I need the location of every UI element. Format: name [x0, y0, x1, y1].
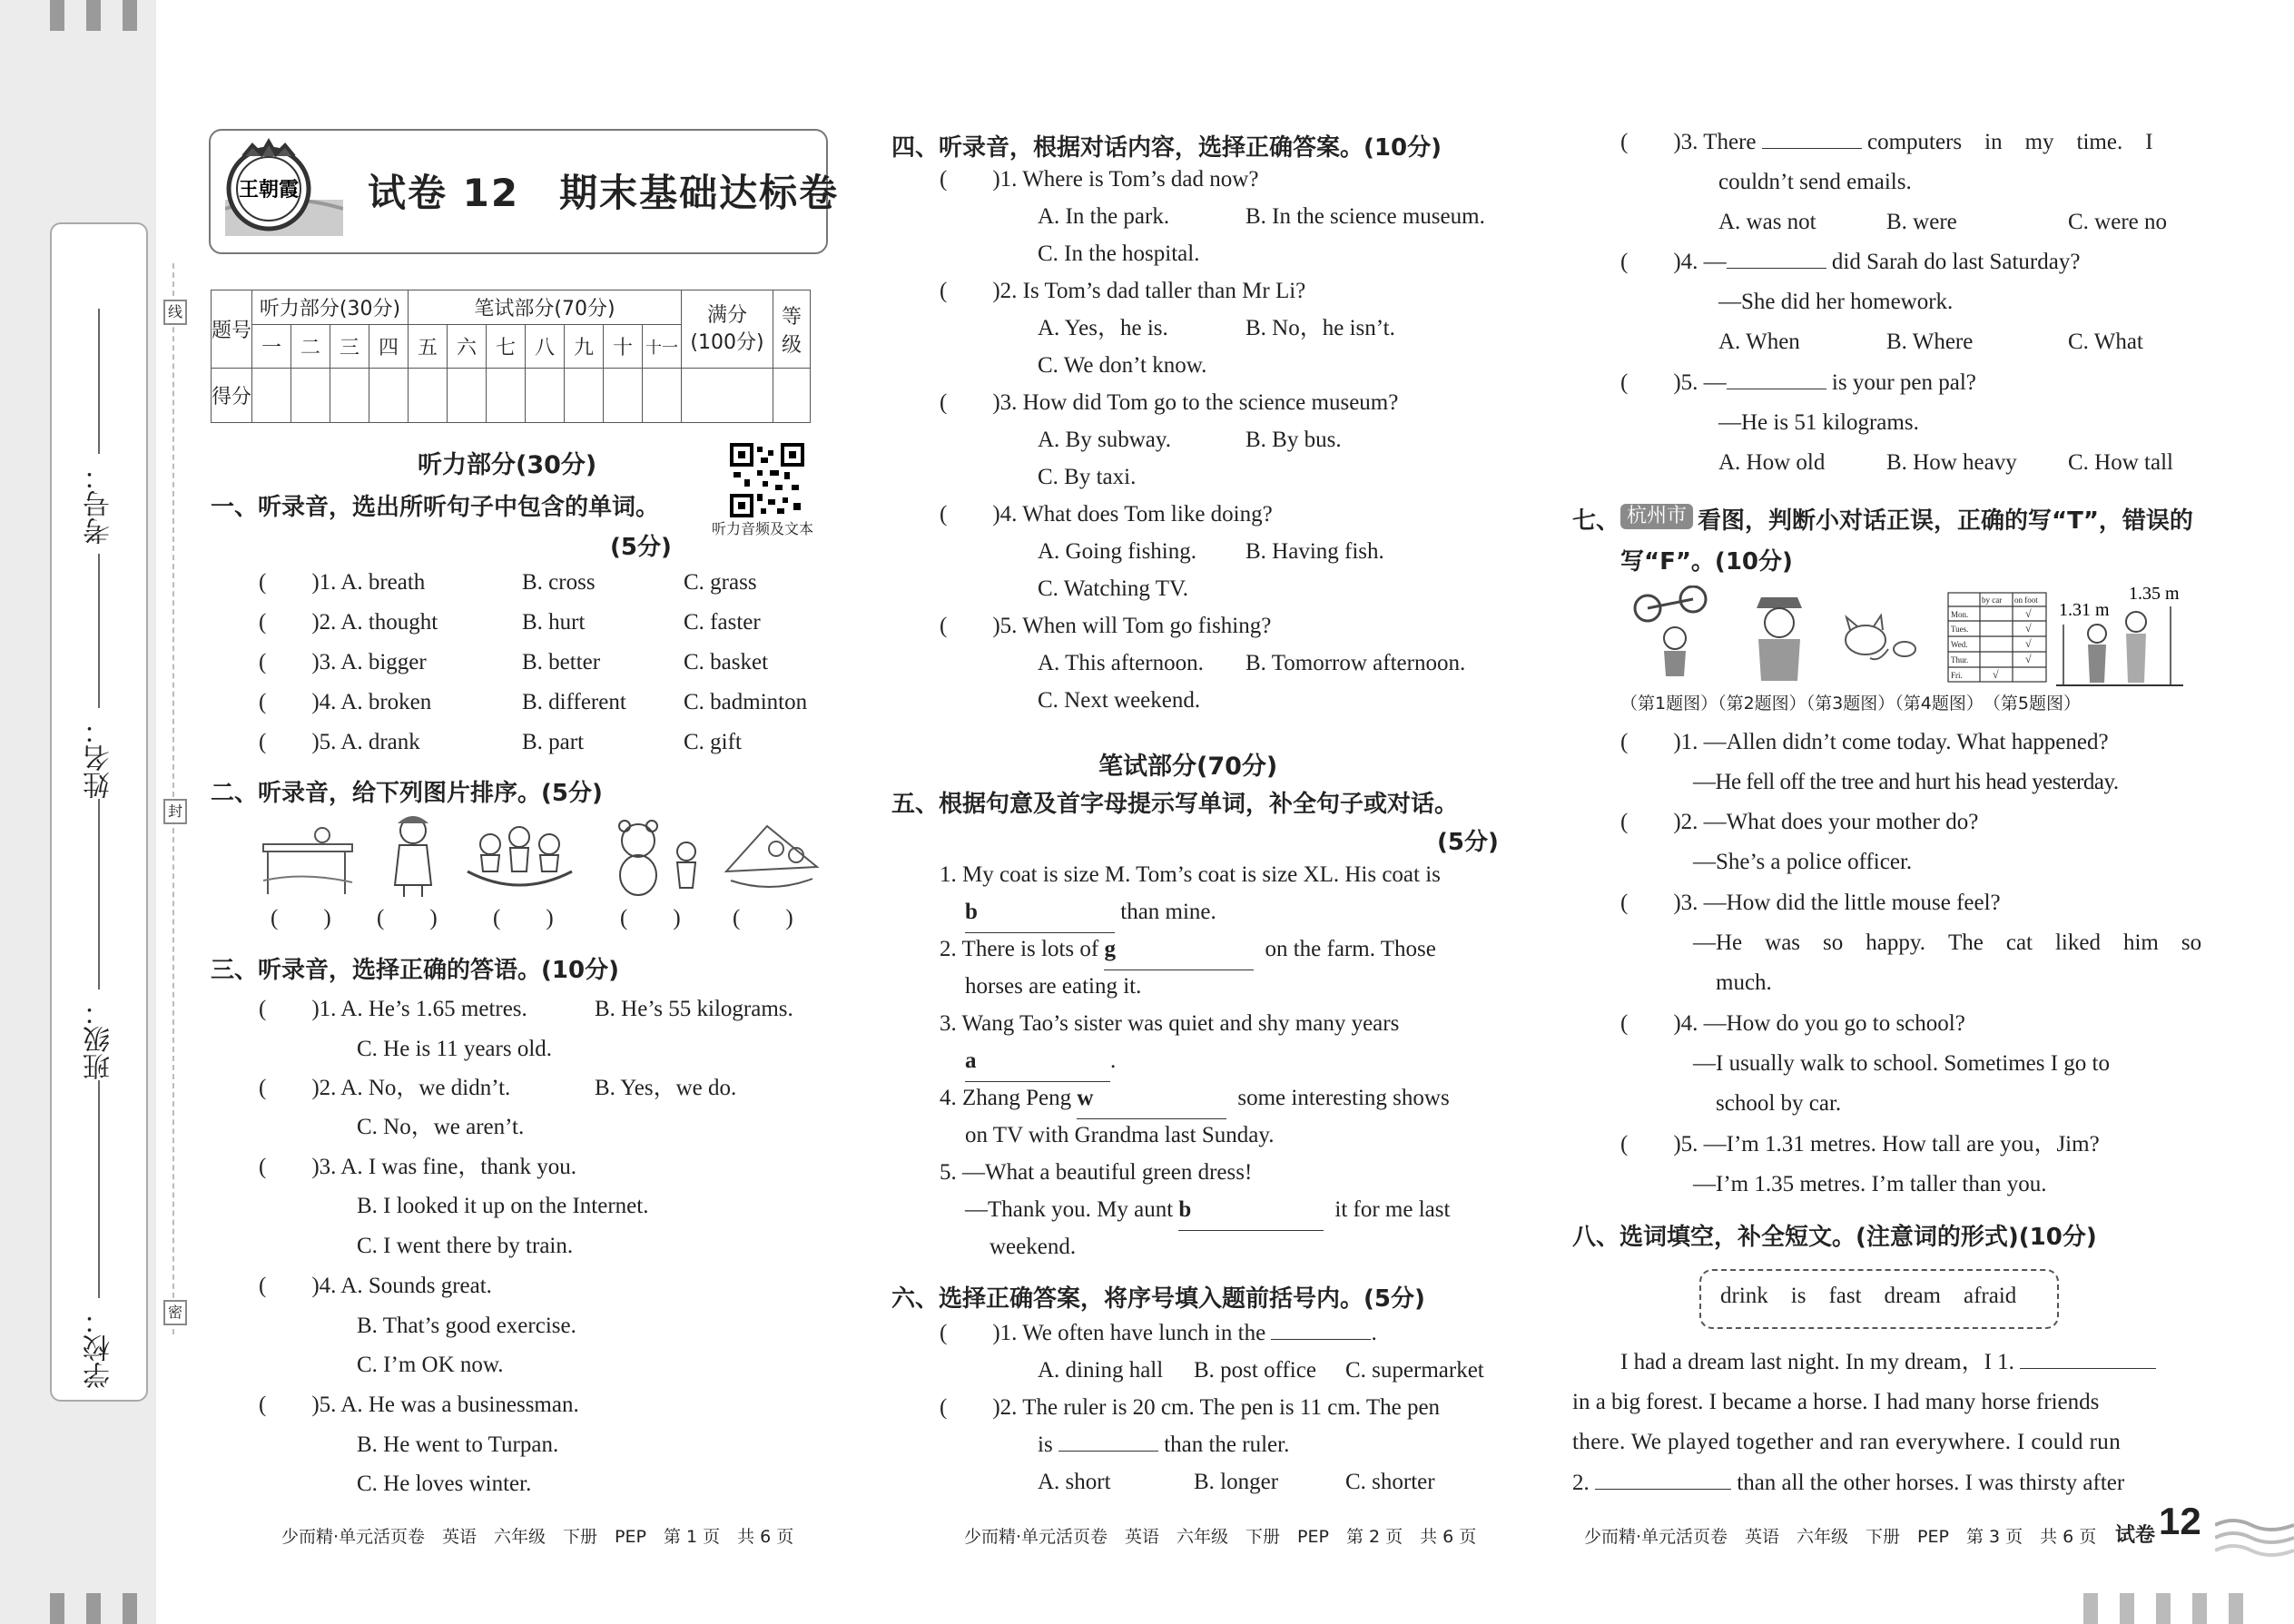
- s7-line-10: school by car.: [1716, 1091, 1842, 1116]
- s6-q1-b: B. post office: [1194, 1358, 1316, 1383]
- class-line[interactable]: [98, 799, 100, 989]
- s8-para-line-3: there. We played together and ran everywhere. I could run: [1572, 1430, 2122, 1454]
- s6-q2-a: A. short: [1038, 1470, 1111, 1494]
- s4-q5-c: C. Next weekend.: [1038, 688, 1201, 713]
- s4-q3: ( )3. How did Tom go to the science museum?: [940, 390, 1399, 415]
- question-number-header: 题号: [212, 290, 252, 369]
- s6-q3a: ( )3. There computers in my time. I: [1620, 130, 2153, 154]
- s3-q2-a: ( )2. A. No，we didn’t.: [259, 1076, 511, 1100]
- logo-text: 王朝霞: [238, 179, 300, 202]
- s4-q1-b: B. In the science museum.: [1245, 204, 1485, 229]
- col-7: 七: [487, 325, 526, 369]
- school-label: 学校：: [84, 1307, 115, 1389]
- s6-q2-c: C. shorter: [1345, 1470, 1435, 1494]
- s6-q5b: —He is 51 kilograms.: [1718, 410, 1919, 435]
- s6-blank-1[interactable]: [1271, 1339, 1371, 1340]
- score-cell[interactable]: [409, 369, 448, 423]
- writing-section-title: 笔试部分(70分): [1098, 753, 1278, 781]
- s4-q3-c: C. By taxi.: [1038, 465, 1137, 489]
- s5-line-5b: —Thank you. My aunt b it for me last: [965, 1190, 1450, 1231]
- col-2: 二: [291, 325, 330, 369]
- col-1: 一: [252, 325, 291, 369]
- s8-blank-2[interactable]: [1595, 1489, 1731, 1490]
- s6-q3-a: A. was not: [1718, 210, 1816, 234]
- score-cell[interactable]: [448, 369, 487, 423]
- blank-2[interactable]: g: [1104, 930, 1254, 970]
- table-day-thu: Thur.: [1951, 655, 1969, 664]
- s3-q1-b: B. He’s 55 kilograms.: [595, 997, 793, 1021]
- s3-q1-a: ( )1. A. He’s 1.65 metres.: [259, 997, 527, 1021]
- s6-blank-3[interactable]: [1762, 148, 1862, 149]
- s8-para-line-4: 2. than all the other horses. I was thirsty after: [1572, 1471, 2125, 1495]
- s5-line-2b: horses are eating it.: [965, 974, 1142, 999]
- corner-number: 12: [2159, 1500, 2201, 1542]
- table-head-car: by car: [1982, 595, 2003, 605]
- table-day-wed: Wed.: [1951, 640, 1968, 649]
- score-cell[interactable]: [565, 369, 604, 423]
- s6-q3-b: B. were: [1886, 210, 1957, 234]
- picture-4-bear-child: [606, 815, 714, 899]
- s7-line-6: —He was so happy. The cat liked him so: [1693, 930, 2202, 955]
- s6-q1: ( )1. We often have lunch in the .: [940, 1321, 1377, 1345]
- score-table: [211, 290, 811, 423]
- section-7-number: 七、: [1572, 507, 1620, 535]
- score-cell[interactable]: [682, 369, 773, 423]
- s3-q5-c: C. He loves winter.: [357, 1471, 532, 1496]
- s7-picture-1-bike-boy: [1629, 586, 1716, 685]
- section-7-title-cont: 写“F”。(10分): [1620, 548, 1793, 576]
- blank-3[interactable]: a: [965, 1041, 1110, 1082]
- tick-mark: [2083, 1593, 2098, 1624]
- s5-line-5c: weekend.: [989, 1235, 1077, 1259]
- table-head-foot: on foot: [2014, 595, 2038, 605]
- name-line[interactable]: [98, 554, 100, 708]
- listening-section-title: 听力部分(30分): [418, 451, 597, 479]
- col-4: 四: [369, 325, 409, 369]
- s6-q5a: ( )5. — is your pen pal?: [1620, 370, 1976, 395]
- section-3-title: 三、听录音，选择正确的答语。(10分): [211, 957, 619, 984]
- s7-line-9: —I usually walk to school. Sometimes I go to: [1693, 1051, 2110, 1076]
- s7-line-7: much.: [1716, 970, 1772, 995]
- s6-q2-b: B. longer: [1194, 1470, 1279, 1494]
- col-9: 九: [565, 325, 604, 369]
- picture-5-boat-scene: [722, 817, 822, 899]
- height-label-1: 1.31 m: [2059, 600, 2110, 620]
- s7-picture-3-cat-mouse: [1834, 599, 1925, 681]
- s4-q5: ( )5. When will Tom go fishing?: [940, 614, 1272, 638]
- s5-line-3b: a .: [965, 1041, 1116, 1082]
- s7-line-5: ( )3. —How did the little mouse feel?: [1620, 891, 2001, 915]
- blank-4[interactable]: w: [1077, 1078, 1226, 1119]
- listening-header: 听力部分(30分): [252, 290, 409, 325]
- tick-mark: [86, 0, 101, 31]
- table-day-tue: Tues.: [1951, 625, 1969, 634]
- s6-q4b: —She did her homework.: [1718, 290, 1954, 314]
- col-5: 五: [409, 325, 448, 369]
- s8-blank-1[interactable]: [2020, 1368, 2156, 1369]
- corner-wave-decoration: [2215, 1507, 2294, 1561]
- s7-picture-captions: （第1题图）（第2题图）（第3题图）（第4题图） （第5题图）: [1620, 694, 2081, 714]
- s3-q4-a: ( )4. A. Sounds great.: [259, 1274, 492, 1298]
- seal-seal-char: 封: [163, 799, 187, 824]
- score-cell[interactable]: [291, 369, 330, 423]
- score-cell[interactable]: [330, 369, 369, 423]
- exam-number-label: 考号：: [84, 463, 115, 545]
- region-tag: 杭州市: [1620, 504, 1693, 529]
- s4-q4: ( )4. What does Tom like doing?: [940, 502, 1273, 527]
- section-6-title: 六、选择正确答案，将序号填入题前括号内。(5分): [891, 1285, 1425, 1313]
- score-cell[interactable]: [643, 369, 682, 423]
- picture-answer-4[interactable]: ( ): [620, 906, 681, 930]
- page-title: 试卷 12 期末基础达标卷: [368, 171, 840, 215]
- s3-q2-c: C. No，we aren’t.: [357, 1115, 525, 1139]
- s6-q3-c: C. were no: [2068, 210, 2167, 234]
- s6-q1-a: A. dining hall: [1038, 1358, 1164, 1383]
- s6-q5-b: B. How heavy: [1886, 450, 2017, 475]
- s5-line-1a: 1. My coat is size M. Tom’s coat is size XL. His coat is: [940, 862, 1441, 887]
- check-mark: √: [2025, 637, 2032, 650]
- s3-q4-b: B. That’s good exercise.: [357, 1314, 576, 1338]
- s5-line-2a: 2. There is lots of g on the farm. Those: [940, 930, 1436, 970]
- s3-q4-c: C. I’m OK now.: [357, 1353, 504, 1377]
- col-11: 十一: [643, 325, 682, 369]
- section-8-title: 八、选词填空，补全短文。(注意词的形式)(10分): [1572, 1224, 2097, 1251]
- s6-q4-a: A. When: [1718, 330, 1800, 354]
- s5-line-1b: b than mine.: [965, 892, 1216, 933]
- s6-q1-c: C. supermarket: [1345, 1358, 1484, 1383]
- s6-q5-c: C. How tall: [2068, 450, 2173, 475]
- blank-5[interactable]: b: [1178, 1190, 1324, 1231]
- s6-q2b: is than the ruler.: [1038, 1432, 1290, 1457]
- brand-logo: [225, 136, 343, 245]
- seal-line-char: 线: [163, 300, 187, 325]
- s3-q3-a: ( )3. A. I was fine，thank you.: [259, 1155, 576, 1179]
- score-cell[interactable]: [369, 369, 409, 423]
- s7-line-12: —I’m 1.35 metres. I’m taller than you.: [1693, 1172, 2047, 1196]
- s6-q4-c: C. What: [2068, 330, 2143, 354]
- s4-q2-c: C. We don’t know.: [1038, 353, 1207, 378]
- s7-picture-4-table: [1947, 592, 2047, 683]
- s7-line-2: —He fell off the tree and hurt his head yesterday.: [1693, 770, 2119, 794]
- check-mark: √: [2025, 653, 2032, 665]
- check-mark: √: [2025, 622, 2032, 635]
- writing-header: 笔试部分(70分): [409, 290, 682, 325]
- school-line[interactable]: [98, 1080, 100, 1298]
- s6-q3b: couldn’t send emails.: [1718, 170, 1912, 194]
- s4-q4-a: A. Going fishing.: [1038, 539, 1196, 564]
- table-day-mon: Mon.: [1951, 610, 1969, 619]
- footer-page-2: 少而精·单元活页卷 英语 六年级 下册 PEP 第 2 页 共 6 页: [964, 1527, 1477, 1547]
- s4-q3-b: B. By bus.: [1245, 428, 1342, 452]
- s3-q5-b: B. He went to Turpan.: [357, 1432, 559, 1457]
- s5-line-4b: on TV with Grandma last Sunday.: [965, 1123, 1275, 1147]
- s4-q4-b: B. Having fish.: [1245, 539, 1384, 564]
- s4-q2: ( )2. Is Tom’s dad taller than Mr Li?: [940, 279, 1306, 303]
- tick-mark: [2156, 1593, 2171, 1624]
- score-cell[interactable]: [487, 369, 526, 423]
- tick-mark: [2192, 1593, 2207, 1624]
- s7-line-8: ( )4. —How do you go to school?: [1620, 1011, 1965, 1036]
- col-10: 十: [604, 325, 643, 369]
- qr-caption: 听力音频及文本: [712, 520, 814, 537]
- s7-line-4: —She’s a police officer.: [1693, 850, 1913, 874]
- s8-para-line-2: in a big forest. I became a horse. I had many horse friends: [1572, 1390, 2100, 1414]
- s3-q3-b: B. I looked it up on the Internet.: [357, 1194, 649, 1218]
- s4-q5-b: B. Tomorrow afternoon.: [1245, 651, 1466, 675]
- s3-q3-c: C. I went there by train.: [357, 1234, 574, 1258]
- s4-q1-a: A. In the park.: [1038, 204, 1170, 229]
- s3-q2-b: B. Yes，we do.: [595, 1076, 737, 1100]
- score-cell[interactable]: [773, 369, 811, 423]
- corner-label: 试卷: [2115, 1524, 2156, 1547]
- tick-mark: [123, 1593, 137, 1624]
- picture-2-girl: [381, 812, 445, 899]
- s5-line-4a: 4. Zhang Peng w some interesting shows: [940, 1078, 1450, 1119]
- name-label: 姓名：: [84, 717, 115, 799]
- s7-line-11: ( )5. —I’m 1.31 metres. How tall are you，Jim?: [1620, 1132, 2100, 1156]
- s4-q1-c: C. In the hospital.: [1038, 241, 1200, 266]
- section-2-title: 二、听录音，给下列图片排序。(5分): [211, 780, 603, 807]
- footer-page-1: 少而精·单元活页卷 英语 六年级 下册 PEP 第 1 页 共 6 页: [281, 1527, 794, 1547]
- s4-q2-b: B. No，he isn’t.: [1245, 316, 1395, 340]
- footer-page-3: 少而精·单元活页卷 英语 六年级 下册 PEP 第 3 页 共 6 页: [1584, 1527, 2097, 1547]
- s7-picture-5-heights: [2056, 581, 2183, 688]
- picture-answer-2[interactable]: ( ): [377, 906, 438, 930]
- col-8: 八: [526, 325, 565, 369]
- col-6: 六: [448, 325, 487, 369]
- full-score-header: 满分 (100分): [682, 290, 773, 369]
- section-5-title: 五、根据句意及首字母提示写单词，补全句子或对话。: [891, 791, 1459, 818]
- s4-q4-c: C. Watching TV.: [1038, 576, 1189, 601]
- score-row-label: 得分: [212, 369, 252, 423]
- tick-mark: [2120, 1593, 2134, 1624]
- check-mark: √: [1993, 668, 1999, 681]
- col-3: 三: [330, 325, 369, 369]
- check-mark: √: [2025, 607, 2032, 620]
- tick-mark: [50, 0, 64, 31]
- s6-q2a: ( )2. The ruler is 20 cm. The pen is 11 cm. The pen: [940, 1395, 1441, 1420]
- tick-mark: [123, 0, 137, 31]
- section-1-points: (5分): [610, 534, 672, 561]
- picture-3-family-boat: [463, 817, 576, 899]
- s4-q5-a: A. This afternoon.: [1038, 651, 1204, 675]
- section-7-title: 看图，判断小对话正误，正确的写“T”，错误的: [1698, 507, 2193, 535]
- picture-answer-5[interactable]: ( ): [733, 906, 793, 930]
- exam-number-line[interactable]: [98, 309, 100, 454]
- score-cell[interactable]: [252, 369, 291, 423]
- qr-code[interactable]: [730, 443, 804, 517]
- blank-1[interactable]: b: [965, 892, 1115, 933]
- score-cell[interactable]: [526, 369, 565, 423]
- word-bank-words: drink is fast dream afraid: [1720, 1284, 2017, 1308]
- s3-q5-a: ( )5. A. He was a businessman.: [259, 1393, 579, 1417]
- s6-q5-a: A. How old: [1718, 450, 1826, 475]
- section-4-title: 四、听录音，根据对话内容，选择正确答案。(10分): [891, 134, 1442, 162]
- height-label-2: 1.35 m: [2129, 584, 2180, 604]
- s6-q4a: ( )4. — did Sarah do last Saturday?: [1620, 250, 2081, 274]
- s4-q1: ( )1. Where is Tom’s dad now?: [940, 167, 1259, 192]
- class-label: 班级：: [84, 999, 115, 1080]
- s7-line-1: ( )1. —Allen didn’t come today. What happened?: [1620, 730, 2109, 754]
- s6-blank-2[interactable]: [1058, 1451, 1158, 1452]
- section-1-title: 一、听录音，选出所听句子中包含的单词。: [211, 494, 660, 521]
- score-cell[interactable]: [604, 369, 643, 423]
- tick-mark: [50, 1593, 64, 1624]
- s5-line-5a: 5. —What a beautiful green dress!: [940, 1160, 1253, 1185]
- s6-q4-b: B. Where: [1886, 330, 1974, 354]
- s8-para-line-1: I had a dream last night. In my dream，I 1.: [1620, 1343, 2156, 1383]
- s3-q1-c: C. He is 11 years old.: [357, 1037, 553, 1061]
- picture-1-bridge: [259, 817, 357, 899]
- s4-q2-a: A. Yes，he is.: [1038, 316, 1168, 340]
- s7-line-3: ( )2. —What does your mother do?: [1620, 810, 1979, 834]
- s5-line-3a: 3. Wang Tao’s sister was quiet and shy many years: [940, 1011, 1400, 1036]
- picture-answer-3[interactable]: ( ): [493, 906, 554, 930]
- s7-picture-2-police: [1748, 590, 1811, 685]
- table-day-fri: Fri.: [1951, 671, 1963, 680]
- s6-blank-4[interactable]: [1727, 268, 1826, 269]
- grade-header: 等级: [773, 290, 811, 369]
- seal-secret-char: 密: [163, 1300, 187, 1325]
- tick-mark: [2229, 1593, 2243, 1624]
- picture-answer-1[interactable]: ( ): [271, 906, 331, 930]
- s4-q3-a: A. By subway.: [1038, 428, 1171, 452]
- tick-mark: [86, 1593, 101, 1624]
- section-5-points: (5分): [1437, 829, 1499, 856]
